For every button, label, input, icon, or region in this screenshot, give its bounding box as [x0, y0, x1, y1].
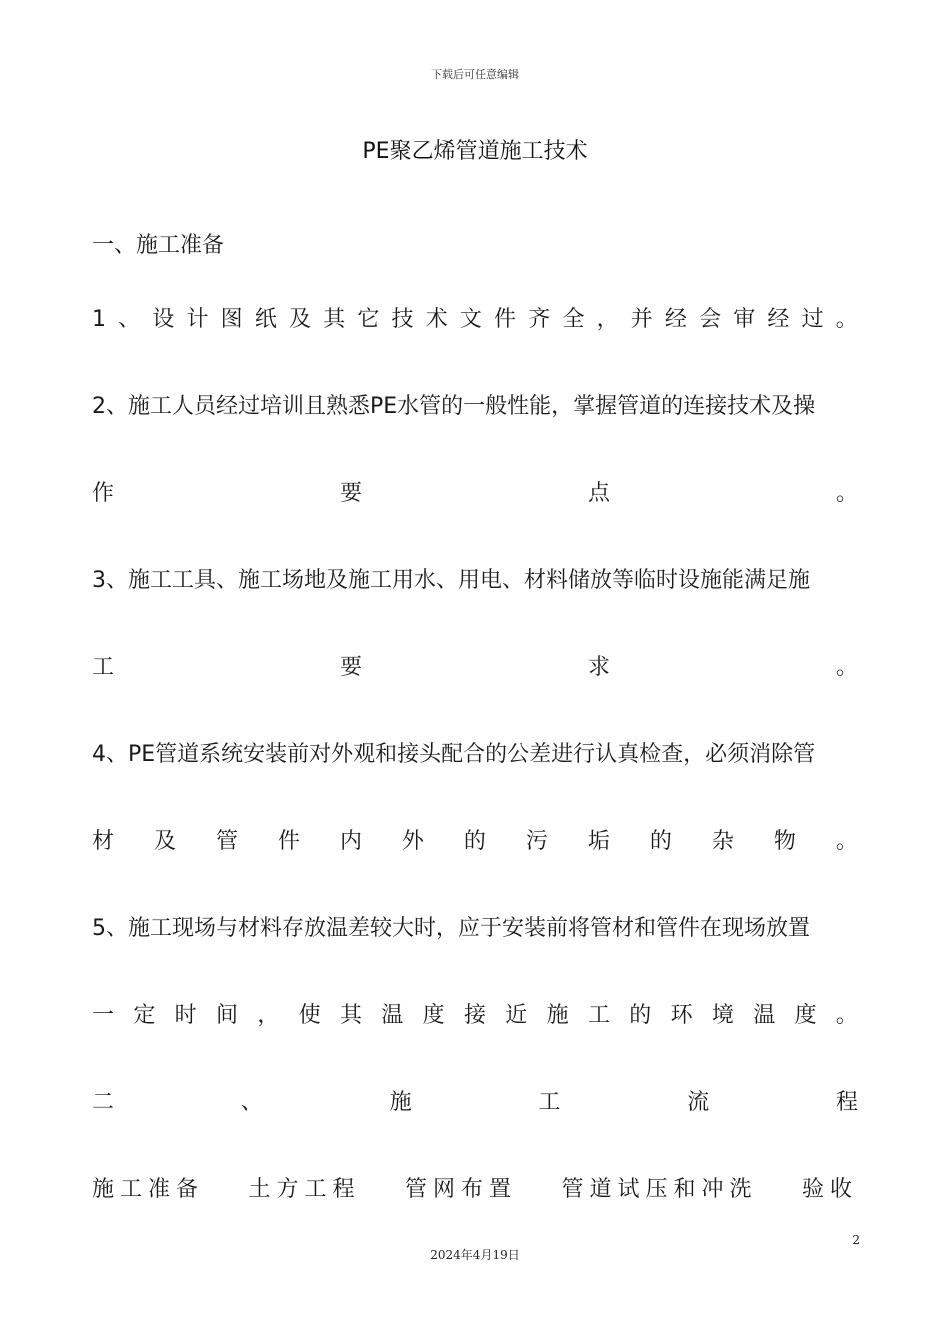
- text-segment: 垢: [587, 829, 610, 854]
- item-1-line: [92, 304, 858, 336]
- section-1-heading: 一、施工准备: [92, 233, 225, 258]
- text-segment: 会: [699, 307, 722, 332]
- text-segment: 工: [92, 655, 115, 680]
- text-segment: 计: [186, 307, 209, 332]
- text-segment: 经: [767, 307, 790, 332]
- text-segment: 度: [422, 1003, 445, 1028]
- section-2-heading: [92, 1087, 858, 1119]
- text-segment: 并: [630, 307, 653, 332]
- document-title: PE聚乙烯管道施工技术: [362, 139, 588, 164]
- item-4-line-2: [92, 826, 858, 858]
- text-segment: 术: [425, 307, 448, 332]
- text-segment: 管网布置: [404, 1177, 517, 1202]
- text-segment: 过: [801, 307, 824, 332]
- text-segment: 全: [562, 307, 585, 332]
- process-flow-line: [92, 1174, 858, 1206]
- text-segment: 间: [215, 1003, 238, 1028]
- text-segment: 1: [92, 307, 106, 332]
- text-segment: 技: [391, 307, 414, 332]
- text-segment: 温: [753, 1003, 776, 1028]
- text-segment: 、: [240, 1090, 263, 1115]
- text-segment: 土方工程: [248, 1177, 361, 1202]
- footer-date: 2024年4月19日: [430, 1248, 520, 1262]
- text-segment: 纸: [254, 307, 277, 332]
- text-segment: 它: [357, 307, 380, 332]
- text-segment: 施: [546, 1003, 569, 1028]
- text-segment: 。: [835, 655, 858, 680]
- text-segment: 物: [773, 829, 796, 854]
- item-4-line-1: 4、PE管道系统安装前对外观和接头配合的公差进行认真检查，必须消除管: [92, 742, 816, 767]
- text-segment: 定: [133, 1003, 156, 1028]
- item-5-line-1: 5、施工现场与材料存放温差较大时，应于安装前将管材和管件在现场放置: [92, 916, 810, 941]
- text-segment: 工: [587, 1003, 610, 1028]
- text-segment: 接: [463, 1003, 486, 1028]
- text-segment: 管: [215, 829, 238, 854]
- text-segment: 工: [538, 1090, 561, 1115]
- text-segment: 程: [835, 1090, 858, 1115]
- text-segment: 作: [92, 481, 115, 506]
- text-segment: 要: [339, 655, 362, 680]
- item-5-line-2: [92, 1000, 858, 1032]
- text-segment: 其: [323, 307, 346, 332]
- text-segment: 一: [92, 1003, 115, 1028]
- text-segment: 审: [733, 307, 756, 332]
- text-segment: 温: [381, 1003, 404, 1028]
- text-segment: 经: [664, 307, 687, 332]
- text-segment: 的: [463, 829, 486, 854]
- text-segment: 。: [835, 1003, 858, 1028]
- text-segment: ，: [257, 1003, 280, 1028]
- text-segment: 要: [339, 481, 362, 506]
- text-segment: 其: [339, 1003, 362, 1028]
- text-segment: 流: [687, 1090, 710, 1115]
- text-segment: 及: [289, 307, 312, 332]
- text-segment: 使: [298, 1003, 321, 1028]
- item-2-line-1: 2、施工人员经过培训且熟悉PE水管的一般性能，掌握管道的连接技术及操: [92, 394, 816, 419]
- text-segment: 。: [835, 481, 858, 506]
- text-segment: 文: [459, 307, 482, 332]
- text-segment: 度: [794, 1003, 817, 1028]
- text-segment: 材: [92, 829, 115, 854]
- item-2-line-2: [92, 478, 858, 510]
- text-segment: 件: [277, 829, 300, 854]
- text-segment: 管道试压和冲洗: [561, 1177, 758, 1202]
- text-segment: 齐: [528, 307, 551, 332]
- text-segment: 求: [587, 655, 610, 680]
- text-segment: 图: [220, 307, 243, 332]
- text-segment: 近: [505, 1003, 528, 1028]
- text-segment: ，: [596, 307, 619, 332]
- text-segment: 环: [670, 1003, 693, 1028]
- text-segment: 点: [587, 481, 610, 506]
- page-number: 2: [852, 1233, 860, 1247]
- text-segment: 杂: [711, 829, 734, 854]
- text-segment: 施工准备: [92, 1177, 205, 1202]
- text-segment: 。: [835, 307, 858, 332]
- text-segment: 验收: [801, 1177, 858, 1202]
- text-segment: 内: [339, 829, 362, 854]
- text-segment: 的: [649, 829, 672, 854]
- text-segment: 境: [711, 1003, 734, 1028]
- text-segment: 施: [389, 1090, 412, 1115]
- text-segment: 的: [629, 1003, 652, 1028]
- text-segment: 时: [174, 1003, 197, 1028]
- item-3-line-2: [92, 652, 858, 684]
- text-segment: 、: [118, 307, 141, 332]
- text-segment: 污: [525, 829, 548, 854]
- item-3-line-1: 3、施工工具、施工场地及施工用水、用电、材料储放等临时设施能满足施: [92, 568, 810, 593]
- text-segment: 设: [152, 307, 175, 332]
- text-segment: 件: [494, 307, 517, 332]
- text-segment: 。: [835, 829, 858, 854]
- text-segment: 二: [92, 1090, 115, 1115]
- text-segment: 外: [401, 829, 424, 854]
- text-segment: 及: [153, 829, 176, 854]
- page-header-note: 下载后可任意编辑: [431, 68, 519, 81]
